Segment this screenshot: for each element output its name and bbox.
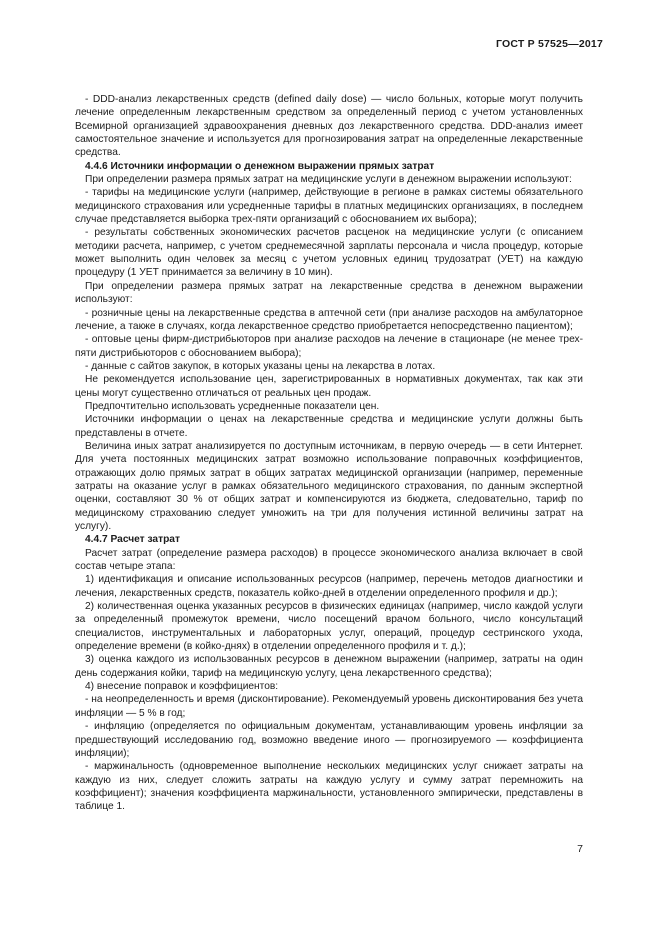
list-item: - данные с сайтов закупок, в которых указаны цены на лекарства в лотах.	[85, 360, 436, 372]
list-item: - маржинальность (одновременное выполнение нескольких медицинских услуг снижает затраты на каждую из них, следует сложить затраты на каждую услугу и сумму затрат перемножить на коэффициент); значения коэффициента маржинальности, установленного эмпирически, представлены в таблице 1.	[75, 761, 583, 813]
paragraph: Величина иных затрат анализируется по доступным источникам, в первую очередь — в сети Интернет. Для учета постоянных медицинских затрат возможно использование поправочных коэффициентов, отражающих долю прямых затрат в общих затратах медицинской организации (например, переменные затраты на оказание услуг в рамках обязательного медицинского страхования, по данным экспертной оценки, составляют 30 % от общих затрат и компенсируются из бюджета, следовательно, тариф по медицинскому страхованию следует умножить на три для получения истинной величины затрат на услугу).	[75, 440, 583, 532]
list-item: - инфляцию (определяется по официальным документам, устанавливающим уровень инфляции за предшествующий исследованию год, возможно введение иного — прогнозируемого — коэффициента инфляции);	[75, 721, 583, 759]
section-heading-4-4-7: 4.4.7 Расчет затрат	[85, 534, 180, 546]
page-number: 7	[577, 843, 583, 855]
list-item: - тарифы на медицинские услуги (например, действующие в регионе в рамках системы обязательного медицинского страхования или усредненные тарифы в платных медицинских организациях, в последнем случае представляется выборка трех-пяти организаций с обоснованием их выбора);	[75, 187, 583, 226]
paragraph: Предпочтительно использовать усредненные показатели цен.	[85, 400, 380, 412]
list-item: 1) идентификация и описание использованных ресурсов (например, перечень методов диагностики и лечения, лекарственных средств, показатель койко-дней в отделении определенного профиля и др.);	[75, 574, 583, 599]
list-item: 4) внесение поправок и коэффициентов:	[85, 681, 279, 693]
paragraph: При определении размера прямых затрат на лекарственные средства в денежном выражении используют:	[75, 280, 583, 306]
list-item: - на неопределенность и время (дисконтирование). Рекомендуемый уровень дисконтирования без учета инфляции — 5 % в год;	[75, 694, 583, 719]
paragraph: При определении размера прямых затрат на медицинские услуги в денежном выражении используют:	[85, 174, 572, 186]
paragraph: Не рекомендуется использование цен, зарегистрированных в нормативных документах, так как эти цены могут существенно отличаться от реальных цен продаж.	[75, 374, 583, 399]
list-item: 3) оценка каждого из использованных ресурсов в денежном выражении (например, затраты на один день содержания койки, тариф на медицинскую услугу, цена лекарственного средства);	[75, 654, 583, 679]
list-item: - розничные цены на лекарственные средства в аптечной сети (при анализе расходов на амбулаторное лечение, а также в случаях, когда лекарственное средство приобретается непосредственно пациентом);	[75, 307, 583, 332]
paragraph: Расчет затрат (определение размера расходов) в процессе экономического анализа включает в свой состав четыре этапа:	[75, 547, 583, 573]
section-heading-4-4-6: 4.4.6 Источники информации о денежном выражении прямых затрат	[85, 160, 435, 172]
list-item: - оптовые цены фирм-дистрибьюторов при анализе расходов на лечение в стационаре (не менее трех-пяти дистрибьюторов с обоснованием выбора);	[75, 334, 583, 359]
document-code: ГОСТ Р 57525—2017	[495, 38, 603, 50]
page-body	[75, 93, 583, 814]
list-item: - результаты собственных экономических расчетов расценок на медицинские услуги (с описанием методики расчета, например, с учетом среднемесячной зарплаты персонала и числа процедур, которые может выполнить один человек за месяц с учетом условных единиц трудозатрат (УЕТ) на каждую процедуру (1 УЕТ принимается за величину в 10 мин).	[75, 227, 583, 279]
list-item: 2) количественная оценка указанных ресурсов в физических единицах (например, число каждой услуги за определенный промежуток времени, число посещений врачом больного, число консультаций специалистов, инструментальных и лабораторных услуг, операций, процедур сестринского ухода, определение времени (в койко-днях) в отделении определенного профиля и т. д.);	[75, 601, 583, 653]
paragraph-ddd-analysis: - DDD-анализ лекарственных средств (defined daily dose) — число больных, которые могут получить лечение определенным лекарственным средством за определенный период с учетом установленных Всемирной организацией здравоохранения дневных доз лекарственного средства. DDD-анализ имеет самостоятельное значение и используется для прогнозирования затрат на определенные лекарственные средства.	[75, 94, 583, 159]
paragraph: Источники информации о ценах на лекарственные средства и медицинские услуги должны быть представлены в отчете.	[75, 414, 583, 439]
